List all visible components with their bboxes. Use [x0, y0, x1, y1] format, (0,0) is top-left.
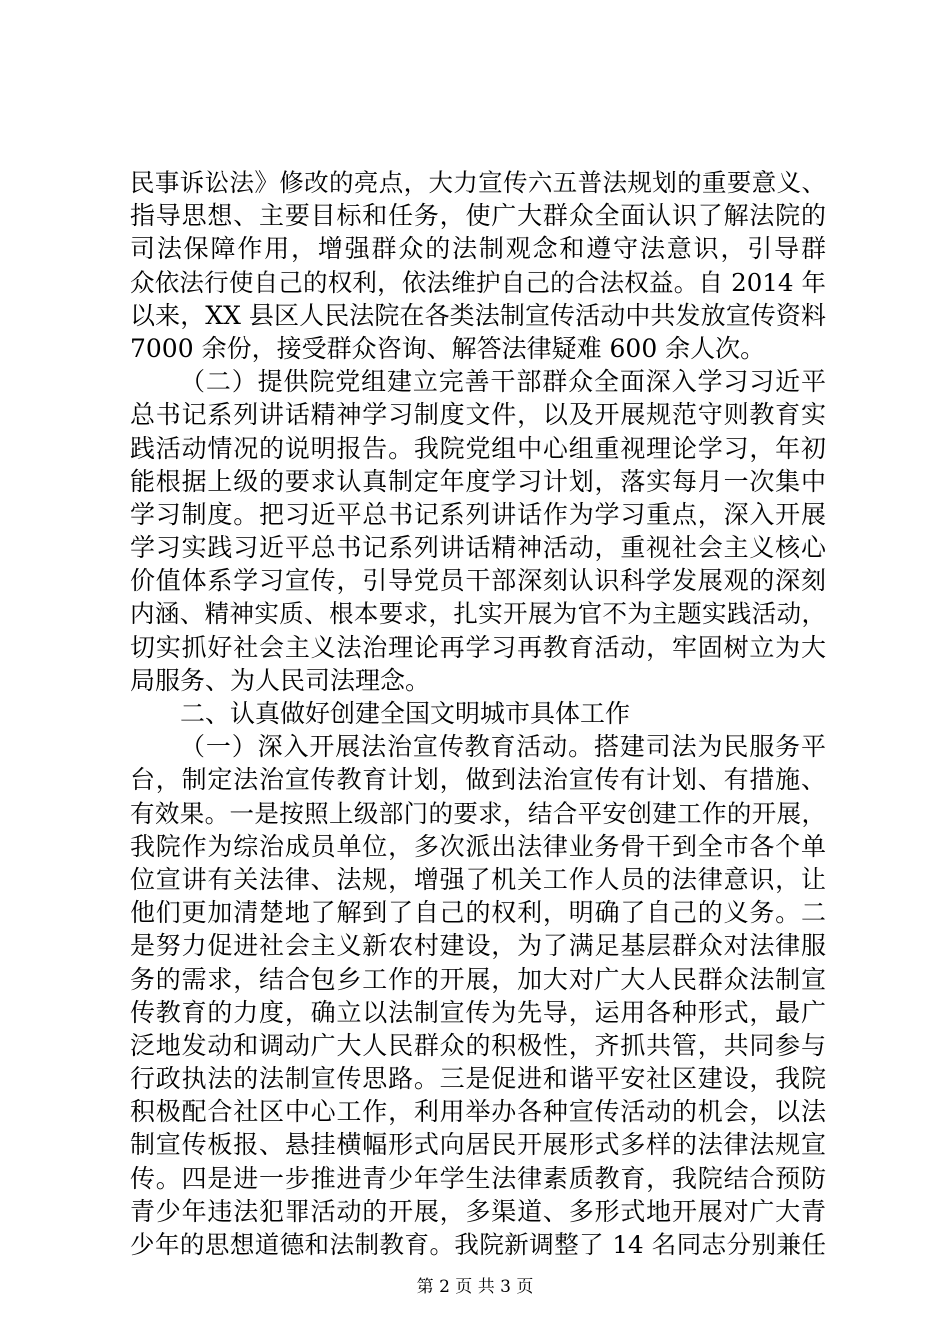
- text-line: 众依法行使自己的权利，依法维护自己的合法权益。自 2014 年: [130, 267, 826, 297]
- text-line: 总书记系列讲话精神学习制度文件，以及开展规范守则教育实: [130, 400, 826, 430]
- text-line: 民事诉讼法》修改的亮点，大力宣传六五普法规划的重要意义、: [130, 168, 826, 197]
- text-line: 二、认真做好创建全国文明城市具体工作: [180, 699, 631, 728]
- text-line: 有效果。一是按照上级部门的要求，结合平安创建工作的开展，: [130, 798, 826, 828]
- text-line: 行政执法的法制宣传思路。三是促进和谐平安社区建设，我院: [130, 1064, 826, 1094]
- text-line: 位宣讲有关法律、法规，增强了机关工作人员的法律意识，让: [130, 864, 826, 894]
- text-line: 内涵、精神实质、根本要求，扎实开展为官不为主题实践活动，: [130, 599, 826, 629]
- text-line: 是努力促进社会主义新农村建设，为了满足基层群众对法律服: [130, 931, 826, 961]
- text-line: 切实抓好社会主义法治理论再学习再教育活动，牢固树立为大: [130, 632, 826, 662]
- document-body: [130, 166, 826, 1261]
- text-line: 能根据上级的要求认真制定年度学习计划，落实每月一次集中: [130, 466, 826, 496]
- page-footer: [0, 1272, 950, 1297]
- text-line: 他们更加清楚地了解到了自己的权利，明确了自己的义务。二: [130, 898, 826, 928]
- text-line: （一）深入开展法治宣传教育活动。搭建司法为民服务平: [180, 732, 826, 762]
- text-line: 泛地发动和调动广大人民群众的积极性，齐抓共管，共同参与: [130, 1030, 826, 1060]
- text-line: 青少年违法犯罪活动的开展，多渠道、多形式地开展对广大青: [130, 1196, 826, 1226]
- text-line: 以来，XX 县区人民法院在各类法制宣传活动中共发放宣传资料: [130, 300, 826, 330]
- text-line: 价值体系学习宣传，引导党员干部深刻认识科学发展观的深刻: [130, 566, 826, 596]
- text-line: 学习制度。把习近平总书记系列讲话作为学习重点，深入开展: [130, 499, 826, 529]
- text-line: 指导思想、主要目标和任务，使广大群众全面认识了解法院的: [130, 201, 826, 231]
- page-number-text: 第 2 页 共 3 页: [416, 1277, 534, 1297]
- text-line: 局服务、为人民司法理念。: [130, 665, 431, 695]
- text-line: 积极配合社区中心工作，利用举办各种宣传活动的机会，以法: [130, 1097, 826, 1127]
- text-line: 台，制定法治宣传教育计划，做到法治宣传有计划、有措施、: [130, 765, 826, 795]
- text-line: 少年的思想道德和法制教育。我院新调整了 14 名同志分别兼任: [130, 1230, 826, 1259]
- text-line: 司法保障作用，增强群众的法制观念和遵守法意识，引导群: [130, 234, 826, 264]
- text-line: 传教育的力度，确立以法制宣传为先导，运用各种形式，最广: [130, 997, 826, 1027]
- text-line: 制宣传板报、悬挂横幅形式向居民开展形式多样的法律法规宣: [130, 1130, 826, 1160]
- text-line: 我院作为综治成员单位，多次派出法律业务骨干到全市各个单: [130, 831, 826, 861]
- text-line: 践活动情况的说明报告。我院党组中心组重视理论学习，年初: [130, 433, 826, 463]
- text-line: 7000 余份，接受群众咨询、解答法律疑难 600 余人次。: [130, 333, 766, 363]
- text-line: 传。四是进一步推进青少年学生法律素质教育，我院结合预防: [130, 1163, 826, 1193]
- text-line: （二）提供院党组建立完善干部群众全面深入学习习近平: [180, 367, 826, 397]
- text-line: 学习实践习近平总书记系列讲话精神活动，重视社会主义核心: [130, 533, 826, 563]
- text-line: 务的需求，结合包乡工作的开展，加大对广大人民群众法制宣: [130, 964, 826, 994]
